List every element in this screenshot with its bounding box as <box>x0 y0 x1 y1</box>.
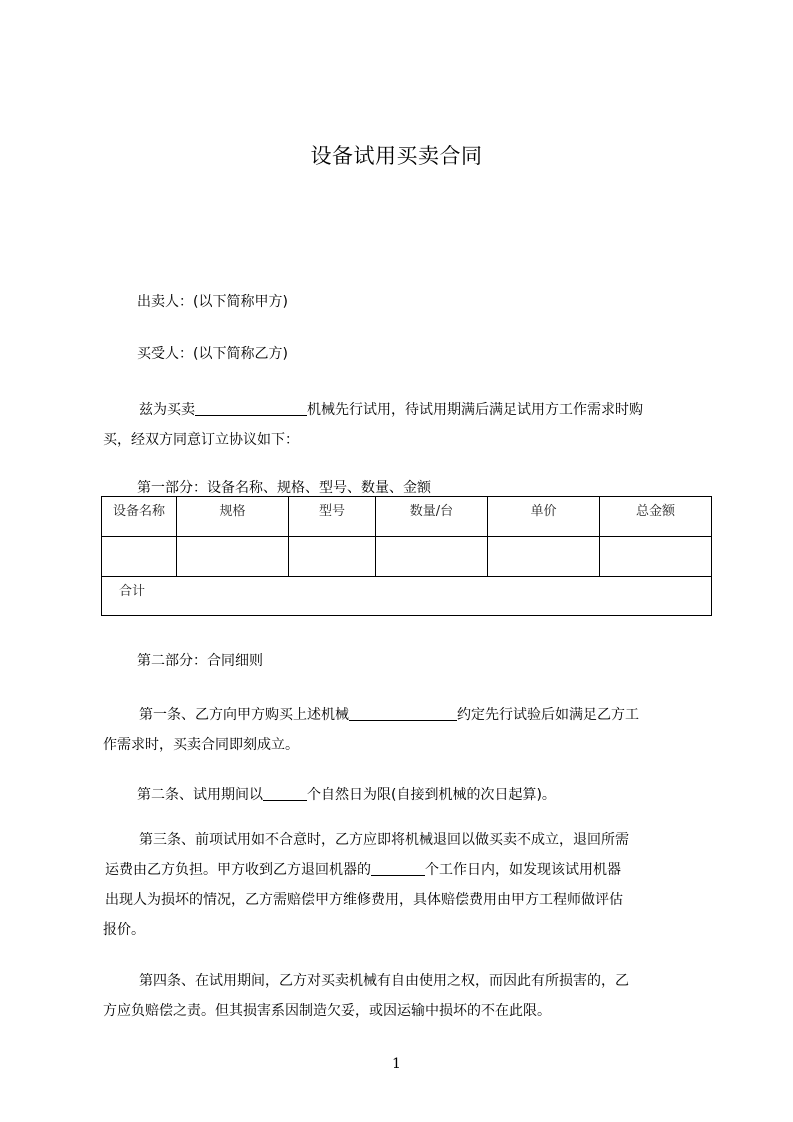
table-cell[interactable] <box>177 537 289 577</box>
part2-heading: 第二部分：合同细则 <box>137 653 263 669</box>
seller-line: 出卖人：(以下简称甲方) <box>137 294 288 310</box>
buyer-line: 买受人：(以下简称乙方) <box>137 346 288 362</box>
working-days-blank[interactable] <box>371 861 425 876</box>
table-header-cell: 总金额 <box>600 497 712 537</box>
document-title: 设备试用买卖合同 <box>310 144 483 168</box>
trial-days-blank[interactable] <box>263 786 307 801</box>
total-label: 合计 <box>119 584 146 599</box>
article-3-line-4: 报价。 <box>103 922 145 938</box>
equipment-table <box>101 496 712 616</box>
table-header-cell: 数量/台 <box>376 497 488 537</box>
table-cell[interactable] <box>488 537 600 577</box>
article-2-suffix: 个自然日为限(自接到机械的次日起算)。 <box>307 787 556 803</box>
table-header-cell: 设备名称 <box>102 497 177 537</box>
intro-line-2: 买，经双方同意订立协议如下： <box>103 432 299 448</box>
article-1-line-1 <box>103 700 703 730</box>
article-3-line-2-suffix: 个工作日内，如发现该试用机器 <box>425 862 621 878</box>
table-header-cell: 规格 <box>177 497 289 537</box>
intro-line-1 <box>103 395 703 425</box>
table-row <box>102 537 712 577</box>
table-cell[interactable] <box>376 537 488 577</box>
article-3-line-1: 第三条、前项试用如不合意时，乙方应即将机械退回以做买卖不成立，退回所需 <box>139 832 629 848</box>
article-1 <box>103 700 703 760</box>
article-3-line-3: 出现人为损坏的情况，乙方需赔偿甲方维修费用，具体赔偿费用由甲方工程师做评估 <box>105 892 623 908</box>
machine-blank[interactable] <box>349 706 457 721</box>
table-cell[interactable] <box>102 537 177 577</box>
table-header-cell: 单价 <box>488 497 600 537</box>
intro-suffix: 机械先行试用，待试用期满后满足试用方工作需求时购 <box>307 402 643 418</box>
machine-name-blank[interactable] <box>195 401 307 416</box>
article-4-line-1: 第四条、在试用期间，乙方对买卖机械有自由使用之权，而因此有所损害的，乙 <box>139 973 629 989</box>
table-cell[interactable] <box>600 537 712 577</box>
part1-heading: 第一部分：设备名称、规格、型号、数量、金额 <box>137 480 431 496</box>
table-total-row <box>102 577 712 616</box>
article-1-prefix: 第一条、乙方向甲方购买上述机械 <box>139 707 349 723</box>
article-1-suffix: 约定先行试验后如满足乙方工 <box>457 707 639 723</box>
table-header-cell: 型号 <box>289 497 376 537</box>
intro-paragraph <box>103 395 703 455</box>
article-3-line-2-text: 运费由乙方负担。甲方收到乙方退回机器的 <box>105 862 371 878</box>
intro-prefix: 兹为买卖 <box>139 402 195 418</box>
article-4-line-2: 方应负赔偿之责。但其损害系因制造欠妥，或因运输中损坏的不在此限。 <box>103 1003 551 1019</box>
page-number: 1 <box>392 1056 401 1072</box>
article-4 <box>103 966 703 1026</box>
article-3-line-2 <box>103 855 703 885</box>
article-3 <box>103 825 703 945</box>
article-2 <box>103 780 737 810</box>
total-cell[interactable] <box>102 577 712 616</box>
table-cell[interactable] <box>289 537 376 577</box>
table-header-row <box>102 497 712 537</box>
article-2-prefix: 第二条、试用期间以 <box>137 787 263 803</box>
article-1-line-2: 作需求时，买卖合同即刻成立。 <box>103 737 299 753</box>
